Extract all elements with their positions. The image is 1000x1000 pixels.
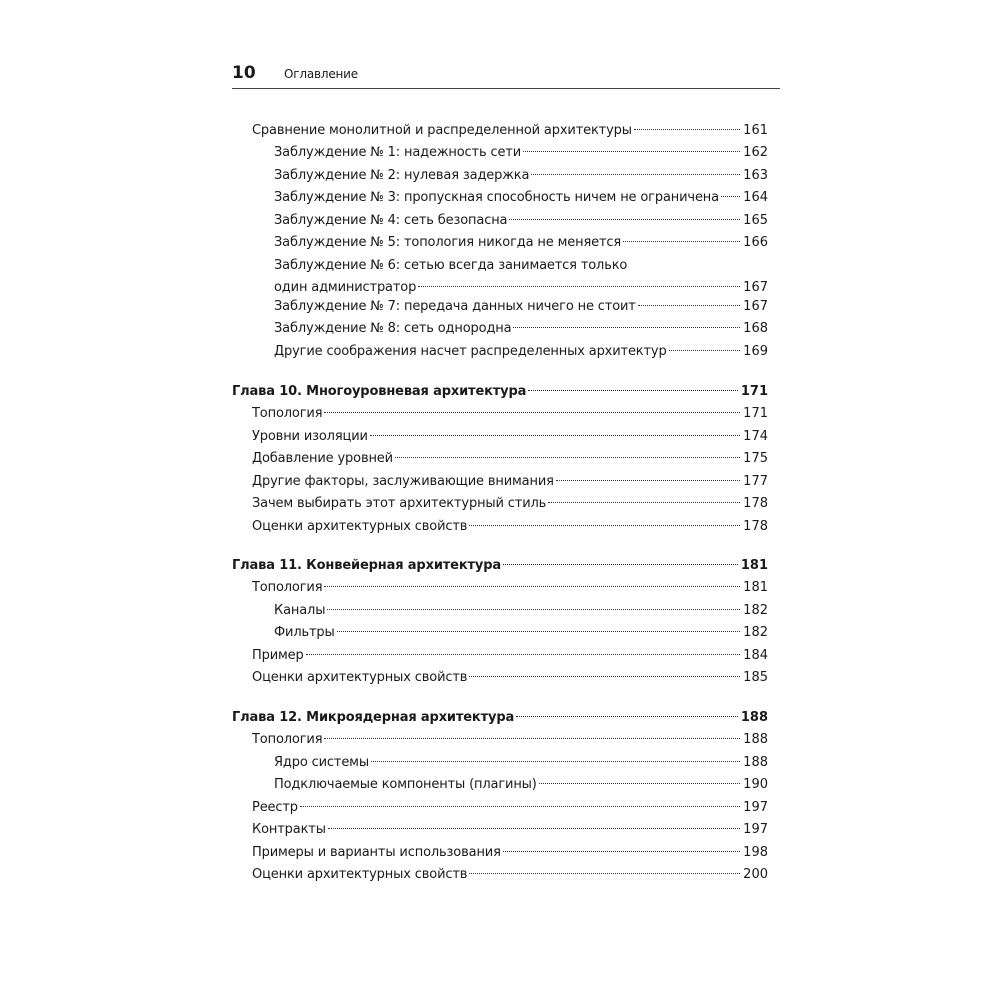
toc-entry-topology[interactable] — [232, 577, 768, 599]
toc-entry-topology[interactable] — [232, 403, 768, 425]
toc-entry-fallacy-2[interactable] — [232, 165, 768, 187]
dot-leader — [395, 457, 740, 458]
toc-entry-ratings[interactable] — [232, 516, 768, 538]
toc-entry-title: Заблуждение № 4: сеть безопасна — [274, 213, 508, 228]
dot-leader — [721, 196, 740, 197]
toc-chapter-11[interactable] — [232, 555, 768, 577]
toc-entry-page: 162 — [743, 145, 768, 160]
toc-entry-filters[interactable] — [232, 622, 768, 644]
toc-entry-why-choose[interactable] — [232, 493, 768, 515]
toc-entry-fallacy-6[interactable] — [232, 255, 768, 299]
toc-entry-title: Каналы — [274, 603, 326, 618]
toc-entry-plugins[interactable] — [232, 774, 768, 796]
toc-entry-title: Оценки архитектурных свойств — [252, 670, 468, 685]
dot-leader — [337, 631, 741, 632]
toc-entry-title: Контракты — [252, 822, 326, 837]
dot-leader — [539, 783, 740, 784]
dot-leader — [328, 828, 740, 829]
toc-entry-title: Топология — [252, 580, 323, 595]
toc-entry-page: 182 — [743, 625, 768, 640]
toc-entry-page: 167 — [743, 280, 768, 295]
toc-entry-title: Уровни изоляции — [252, 429, 368, 444]
dot-leader — [509, 219, 740, 220]
toc-entry-title: Подключаемые компоненты (плагины) — [274, 777, 537, 792]
toc-entry-title: Фильтры — [274, 625, 335, 640]
table-of-contents — [232, 0, 768, 1000]
toc-entry-ratings[interactable] — [232, 864, 768, 886]
toc-entry-examples-use-cases[interactable] — [232, 842, 768, 864]
toc-chapter-title: Глава 11. Конвейерная архитектура — [232, 558, 501, 573]
toc-entry-page: 165 — [743, 213, 768, 228]
toc-entry-title: Добавление уровней — [252, 451, 393, 466]
running-title: Оглавление — [284, 67, 358, 81]
toc-entry-title: один администратор — [274, 280, 417, 295]
toc-entry-page: 182 — [743, 603, 768, 618]
toc-entry-adding-layers[interactable] — [232, 448, 768, 470]
dot-leader — [634, 129, 740, 130]
toc-entry-registry[interactable] — [232, 797, 768, 819]
dot-leader — [503, 851, 740, 852]
toc-entry-page: 178 — [743, 519, 768, 534]
toc-entry-page: 197 — [743, 800, 768, 815]
toc-entry-page: 200 — [743, 867, 768, 882]
dot-leader — [516, 716, 738, 717]
dot-leader — [418, 286, 740, 287]
toc-entry-fallacy-4[interactable] — [232, 210, 768, 232]
toc-entry-contracts[interactable] — [232, 819, 768, 841]
toc-entry-title: Заблуждение № 3: пропускная способность ничем не ограничена — [274, 190, 719, 205]
toc-entry-title: Заблуждение № 2: нулевая задержка — [274, 168, 530, 183]
toc-entry-page: 167 — [743, 299, 768, 314]
dot-leader — [531, 174, 740, 175]
toc-entry-title: Заблуждение № 5: топология никогда не меняется — [274, 235, 622, 250]
dot-leader — [469, 873, 740, 874]
toc-entry-fallacy-3[interactable] — [232, 187, 768, 209]
toc-entry-title-line1: Заблуждение № 6: сетью всегда занимается только — [274, 258, 628, 273]
toc-entry-page: 169 — [743, 344, 768, 359]
toc-entry-page: 166 — [743, 235, 768, 250]
dot-leader — [513, 327, 740, 328]
toc-entry-page: 175 — [743, 451, 768, 466]
dot-leader — [556, 480, 740, 481]
toc-entry-page: 188 — [743, 755, 768, 770]
toc-entry-page: 190 — [743, 777, 768, 792]
toc-entry-other-considerations[interactable] — [232, 341, 768, 363]
toc-entry-fallacy-8[interactable] — [232, 318, 768, 340]
toc-chapter-title: Глава 12. Микроядерная архитектура — [232, 710, 515, 725]
toc-entry-fallacy-7[interactable] — [232, 296, 768, 318]
toc-entry-fallacy-5[interactable] — [232, 232, 768, 254]
dot-leader — [327, 609, 740, 610]
toc-chapter-title: Глава 10. Многоуровневая архитектура — [232, 384, 527, 399]
toc-entry-page: 197 — [743, 822, 768, 837]
toc-entry-title: Другие факторы, заслуживающие внимания — [252, 474, 554, 489]
dot-leader — [528, 390, 738, 391]
dot-leader — [469, 525, 740, 526]
toc-entry-title: Сравнение монолитной и распределенной архитектуры — [252, 123, 632, 138]
toc-entry-page: 178 — [743, 496, 768, 511]
toc-entry-fallacy-1[interactable] — [232, 142, 768, 164]
toc-entry-page: 188 — [740, 710, 768, 725]
toc-entry-title: Топология — [252, 732, 323, 747]
dot-leader — [503, 564, 738, 565]
dot-leader — [300, 806, 740, 807]
toc-entry-title: Примеры и варианты использования — [252, 845, 501, 860]
dot-leader — [370, 435, 740, 436]
toc-entry-title: Другие соображения насчет распределенных архитектур — [274, 344, 667, 359]
toc-entry-page: 171 — [740, 384, 768, 399]
dot-leader — [371, 761, 740, 762]
toc-entry-title: Заблуждение № 1: надежность сети — [274, 145, 522, 160]
toc-entry-other-factors[interactable] — [232, 471, 768, 493]
toc-entry-page: 181 — [743, 580, 768, 595]
dot-leader — [469, 676, 740, 677]
toc-entry-page: 198 — [743, 845, 768, 860]
toc-entry-page: 174 — [743, 429, 768, 444]
toc-entry-topology[interactable] — [232, 729, 768, 751]
dot-leader — [324, 738, 740, 739]
toc-entry-title: Оценки архитектурных свойств — [252, 867, 468, 882]
toc-entry-title: Оценки архитектурных свойств — [252, 519, 468, 534]
toc-entry-title: Заблуждение № 8: сеть однородна — [274, 321, 512, 336]
toc-entry-isolation-layers[interactable] — [232, 426, 768, 448]
toc-entry-title: Зачем выбирать этот архитектурный стиль — [252, 496, 547, 511]
toc-entry-page: 164 — [743, 190, 768, 205]
dot-leader — [324, 412, 740, 413]
toc-entry-page: 163 — [743, 168, 768, 183]
toc-entry-monolith-vs-distributed[interactable] — [232, 120, 768, 142]
toc-entry-page: 181 — [740, 558, 768, 573]
toc-entry-page: 171 — [743, 406, 768, 421]
dot-leader — [306, 654, 741, 655]
toc-entry-example[interactable] — [232, 645, 768, 667]
toc-chapter-12[interactable] — [232, 707, 768, 729]
toc-entry-page: 161 — [743, 123, 768, 138]
dot-leader — [523, 151, 740, 152]
toc-entry-page: 188 — [743, 732, 768, 747]
toc-entry-page: 168 — [743, 321, 768, 336]
toc-entry-page: 177 — [743, 474, 768, 489]
dot-leader — [669, 350, 741, 351]
page-number: 10 — [232, 63, 256, 83]
toc-entry-title: Реестр — [252, 800, 298, 815]
toc-entry-pipes[interactable] — [232, 600, 768, 622]
toc-entry-title: Пример — [252, 648, 304, 663]
toc-entry-title: Ядро системы — [274, 755, 369, 770]
toc-entry-page: 185 — [743, 670, 768, 685]
dot-leader — [324, 586, 740, 587]
toc-entry-ratings[interactable] — [232, 667, 768, 689]
toc-entry-title: Заблуждение № 7: передача данных ничего не стоит — [274, 299, 636, 314]
dot-leader — [623, 241, 740, 242]
toc-chapter-10[interactable] — [232, 381, 768, 403]
toc-entry-title: Топология — [252, 406, 323, 421]
toc-entry-core-system[interactable] — [232, 752, 768, 774]
toc-entry-page: 184 — [743, 648, 768, 663]
dot-leader — [548, 502, 740, 503]
dot-leader — [638, 305, 740, 306]
